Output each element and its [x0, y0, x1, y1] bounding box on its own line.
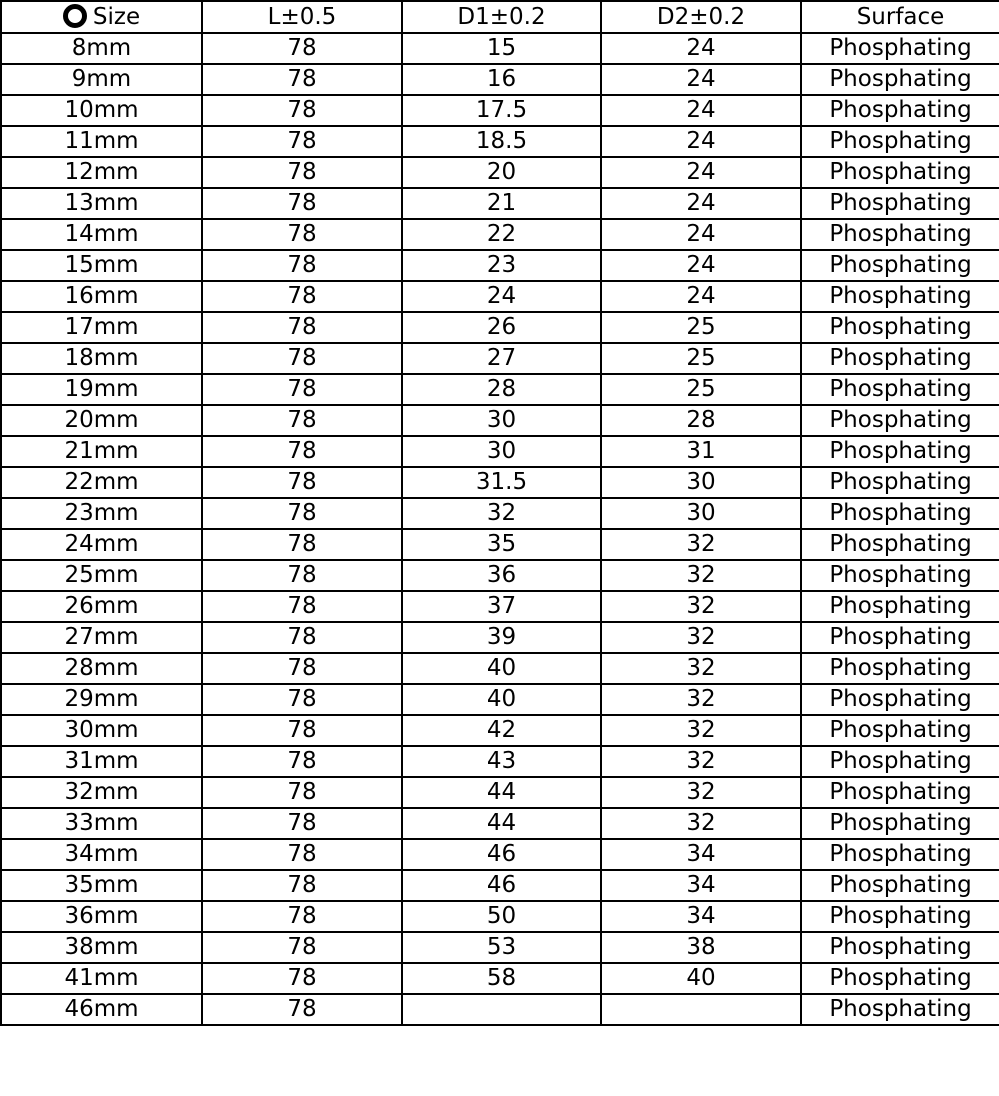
- cell-d2: 32: [601, 622, 801, 653]
- cell-length: 78: [202, 529, 402, 560]
- cell-length: 78: [202, 684, 402, 715]
- cell-surface: Phosphating: [801, 95, 999, 126]
- cell-surface: Phosphating: [801, 622, 999, 653]
- cell-d1: 53: [402, 932, 601, 963]
- table-row: [1, 219, 999, 250]
- cell-surface: Phosphating: [801, 157, 999, 188]
- table-row: [1, 963, 999, 994]
- cell-size: 27mm: [1, 622, 202, 653]
- cell-length: 78: [202, 653, 402, 684]
- cell-d1: 30: [402, 436, 601, 467]
- cell-size: 19mm: [1, 374, 202, 405]
- cell-size: 31mm: [1, 746, 202, 777]
- cell-d2: 32: [601, 684, 801, 715]
- table-row: [1, 436, 999, 467]
- cell-length: 78: [202, 467, 402, 498]
- cell-d2: 31: [601, 436, 801, 467]
- cell-length: 78: [202, 157, 402, 188]
- cell-d1: 46: [402, 839, 601, 870]
- table-row: [1, 498, 999, 529]
- cell-surface: Phosphating: [801, 405, 999, 436]
- cell-d2: 32: [601, 591, 801, 622]
- table-row: [1, 994, 999, 1025]
- table-row: [1, 126, 999, 157]
- table-row: [1, 95, 999, 126]
- cell-surface: Phosphating: [801, 281, 999, 312]
- cell-d1: [402, 994, 601, 1025]
- cell-size: 13mm: [1, 188, 202, 219]
- cell-d1: 17.5: [402, 95, 601, 126]
- cell-d2: 25: [601, 374, 801, 405]
- header-size-label: Size: [92, 4, 141, 30]
- cell-length: 78: [202, 33, 402, 64]
- cell-surface: Phosphating: [801, 777, 999, 808]
- cell-d1: 43: [402, 746, 601, 777]
- cell-size: 21mm: [1, 436, 202, 467]
- header-length: L±0.5: [202, 1, 402, 33]
- cell-d1: 15: [402, 33, 601, 64]
- table-row: [1, 653, 999, 684]
- cell-d2: 32: [601, 746, 801, 777]
- cell-length: 78: [202, 746, 402, 777]
- cell-length: 78: [202, 870, 402, 901]
- cell-length: 78: [202, 560, 402, 591]
- cell-size: 23mm: [1, 498, 202, 529]
- cell-surface: Phosphating: [801, 901, 999, 932]
- cell-size: 8mm: [1, 33, 202, 64]
- cell-size: 38mm: [1, 932, 202, 963]
- cell-d2: 38: [601, 932, 801, 963]
- header-size: [1, 1, 202, 33]
- cell-d2: 32: [601, 715, 801, 746]
- cell-size: 15mm: [1, 250, 202, 281]
- cell-surface: Phosphating: [801, 839, 999, 870]
- cell-d2: 24: [601, 157, 801, 188]
- table-row: [1, 560, 999, 591]
- cell-length: 78: [202, 95, 402, 126]
- header-d1: D1±0.2: [402, 1, 601, 33]
- cell-size: 10mm: [1, 95, 202, 126]
- cell-d1: 18.5: [402, 126, 601, 157]
- cell-d1: 50: [402, 901, 601, 932]
- cell-length: 78: [202, 808, 402, 839]
- cell-d2: 24: [601, 281, 801, 312]
- cell-surface: Phosphating: [801, 591, 999, 622]
- cell-size: 9mm: [1, 64, 202, 95]
- cell-length: 78: [202, 622, 402, 653]
- cell-length: 78: [202, 343, 402, 374]
- cell-size: 11mm: [1, 126, 202, 157]
- cell-length: 78: [202, 839, 402, 870]
- cell-size: 25mm: [1, 560, 202, 591]
- cell-d1: 30: [402, 405, 601, 436]
- table-row: [1, 250, 999, 281]
- cell-d2: 25: [601, 343, 801, 374]
- table-row: [1, 312, 999, 343]
- cell-size: 24mm: [1, 529, 202, 560]
- cell-d2: 32: [601, 808, 801, 839]
- cell-surface: Phosphating: [801, 932, 999, 963]
- table-row: [1, 281, 999, 312]
- cell-surface: Phosphating: [801, 746, 999, 777]
- cell-d2: 24: [601, 219, 801, 250]
- cell-surface: Phosphating: [801, 498, 999, 529]
- cell-d2: 24: [601, 33, 801, 64]
- table-row: [1, 188, 999, 219]
- cell-d1: 27: [402, 343, 601, 374]
- cell-surface: Phosphating: [801, 684, 999, 715]
- cell-size: 29mm: [1, 684, 202, 715]
- cell-length: 78: [202, 932, 402, 963]
- cell-d2: 34: [601, 901, 801, 932]
- table-row: [1, 777, 999, 808]
- cell-surface: Phosphating: [801, 870, 999, 901]
- cell-length: 78: [202, 188, 402, 219]
- cell-surface: Phosphating: [801, 436, 999, 467]
- cell-size: 41mm: [1, 963, 202, 994]
- cell-surface: Phosphating: [801, 188, 999, 219]
- table-row: [1, 64, 999, 95]
- table-row: [1, 467, 999, 498]
- cell-length: 78: [202, 591, 402, 622]
- table-row: [1, 33, 999, 64]
- cell-d1: 42: [402, 715, 601, 746]
- cell-size: 35mm: [1, 870, 202, 901]
- cell-surface: Phosphating: [801, 33, 999, 64]
- table-row: [1, 839, 999, 870]
- cell-d1: 31.5: [402, 467, 601, 498]
- cell-length: 78: [202, 963, 402, 994]
- cell-d1: 23: [402, 250, 601, 281]
- cell-surface: Phosphating: [801, 994, 999, 1025]
- cell-size: 22mm: [1, 467, 202, 498]
- cell-d2: 28: [601, 405, 801, 436]
- cell-surface: Phosphating: [801, 219, 999, 250]
- cell-d1: 35: [402, 529, 601, 560]
- table-row: [1, 591, 999, 622]
- cell-surface: Phosphating: [801, 560, 999, 591]
- cell-surface: Phosphating: [801, 64, 999, 95]
- table-row: [1, 932, 999, 963]
- cell-length: 78: [202, 715, 402, 746]
- table-row: [1, 374, 999, 405]
- table-row: [1, 622, 999, 653]
- cell-d1: 22: [402, 219, 601, 250]
- cell-length: 78: [202, 901, 402, 932]
- header-d2: D2±0.2: [601, 1, 801, 33]
- cell-length: 78: [202, 405, 402, 436]
- cell-d1: 37: [402, 591, 601, 622]
- cell-surface: Phosphating: [801, 374, 999, 405]
- cell-d2: 30: [601, 498, 801, 529]
- cell-size: 18mm: [1, 343, 202, 374]
- cell-d1: 16: [402, 64, 601, 95]
- cell-surface: Phosphating: [801, 808, 999, 839]
- cell-d1: 26: [402, 312, 601, 343]
- header-row: [1, 1, 999, 33]
- cell-size: 17mm: [1, 312, 202, 343]
- cell-length: 78: [202, 312, 402, 343]
- cell-surface: Phosphating: [801, 653, 999, 684]
- cell-d2: 34: [601, 870, 801, 901]
- cell-length: 78: [202, 281, 402, 312]
- cell-d2: 25: [601, 312, 801, 343]
- cell-size: 46mm: [1, 994, 202, 1025]
- table-row: [1, 746, 999, 777]
- cell-surface: Phosphating: [801, 126, 999, 157]
- table-row: [1, 157, 999, 188]
- cell-size: 26mm: [1, 591, 202, 622]
- cell-d2: 32: [601, 560, 801, 591]
- cell-d2: 24: [601, 64, 801, 95]
- table-row: [1, 901, 999, 932]
- table-row: [1, 808, 999, 839]
- cell-length: 78: [202, 436, 402, 467]
- cell-d1: 28: [402, 374, 601, 405]
- cell-length: 78: [202, 126, 402, 157]
- table-row: [1, 529, 999, 560]
- cell-size: 30mm: [1, 715, 202, 746]
- cell-length: 78: [202, 250, 402, 281]
- cell-d2: [601, 994, 801, 1025]
- table-row: [1, 405, 999, 436]
- cell-d2: 24: [601, 95, 801, 126]
- cell-d1: 46: [402, 870, 601, 901]
- cell-d1: 39: [402, 622, 601, 653]
- cell-d1: 20: [402, 157, 601, 188]
- cell-size: 32mm: [1, 777, 202, 808]
- cell-surface: Phosphating: [801, 312, 999, 343]
- table-row: [1, 870, 999, 901]
- cell-d2: 34: [601, 839, 801, 870]
- cell-d2: 32: [601, 529, 801, 560]
- header-surface: Surface: [801, 1, 999, 33]
- ring-icon: [63, 4, 87, 28]
- cell-size: 34mm: [1, 839, 202, 870]
- cell-d2: 24: [601, 250, 801, 281]
- cell-d1: 44: [402, 808, 601, 839]
- table-row: [1, 715, 999, 746]
- table-row: [1, 684, 999, 715]
- cell-size: 20mm: [1, 405, 202, 436]
- cell-d2: 32: [601, 653, 801, 684]
- cell-length: 78: [202, 994, 402, 1025]
- cell-length: 78: [202, 64, 402, 95]
- cell-surface: Phosphating: [801, 963, 999, 994]
- cell-surface: Phosphating: [801, 250, 999, 281]
- cell-d1: 58: [402, 963, 601, 994]
- cell-d1: 44: [402, 777, 601, 808]
- cell-size: 36mm: [1, 901, 202, 932]
- cell-surface: Phosphating: [801, 467, 999, 498]
- cell-d2: 24: [601, 188, 801, 219]
- cell-length: 78: [202, 219, 402, 250]
- cell-d1: 32: [402, 498, 601, 529]
- cell-d1: 24: [402, 281, 601, 312]
- cell-d1: 40: [402, 653, 601, 684]
- cell-size: 12mm: [1, 157, 202, 188]
- cell-d2: 24: [601, 126, 801, 157]
- cell-d2: 32: [601, 777, 801, 808]
- cell-d1: 36: [402, 560, 601, 591]
- cell-d2: 40: [601, 963, 801, 994]
- cell-length: 78: [202, 777, 402, 808]
- cell-d2: 30: [601, 467, 801, 498]
- cell-surface: Phosphating: [801, 529, 999, 560]
- cell-surface: Phosphating: [801, 343, 999, 374]
- cell-d1: 21: [402, 188, 601, 219]
- cell-length: 78: [202, 498, 402, 529]
- table-row: [1, 343, 999, 374]
- cell-size: 14mm: [1, 219, 202, 250]
- cell-size: 28mm: [1, 653, 202, 684]
- cell-d1: 40: [402, 684, 601, 715]
- cell-size: 16mm: [1, 281, 202, 312]
- cell-length: 78: [202, 374, 402, 405]
- cell-surface: Phosphating: [801, 715, 999, 746]
- cell-size: 33mm: [1, 808, 202, 839]
